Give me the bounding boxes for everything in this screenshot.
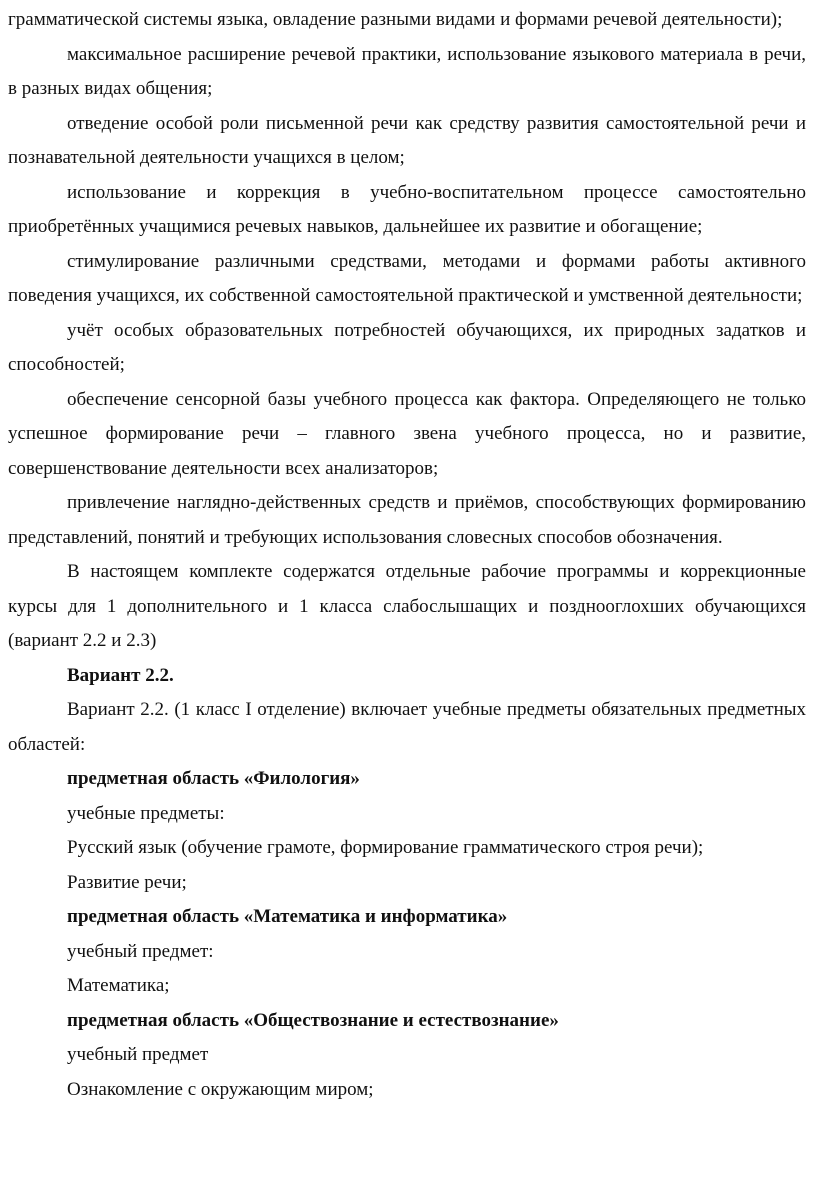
area-title-math: предметная область «Математика и информатика»	[67, 906, 508, 927]
paragraph-speech-practice: максимальное расширение речевой практики, использование языкового материала в речи, в разных видах общения;	[8, 43, 806, 99]
variant-heading: Вариант 2.2.	[67, 664, 174, 686]
subject-item: Русский язык (обучение грамоте, формирование грамматического строя речи);	[67, 837, 704, 858]
paragraph-written-speech: отведение особой роли письменной речи как средству развития самостоятельной речи и познавательной деятельности учащихся в целом;	[8, 112, 806, 168]
paragraph-skills-correction: использование и коррекция в учебно-воспитательном процессе самостоятельно приобретённых учащимися речевых навыков, дальнейшее их развитие и обогащение;	[8, 181, 806, 237]
area-title-philology: предметная область «Филология»	[67, 768, 360, 789]
area-title-social-science: предметная область «Обществознание и естествознание»	[67, 1009, 559, 1031]
subjects-label: учебный предмет:	[67, 940, 214, 962]
subjects-label: учебные предметы:	[67, 802, 225, 824]
paragraph-sensory-base: обеспечение сенсорной базы учебного процесса как фактора. Определяющего не только успешное формирование речи – главного звена учебного процесса, но и развитие, совершенствование деятельности всех анализаторов;	[8, 388, 806, 479]
subject-item: Ознакомление с окружающим миром;	[67, 1078, 374, 1100]
paragraph-visual-means: привлечение наглядно-действенных средств и приёмов, способствующих формированию представлений, понятий и требующих использования словесных способов обозначения.	[8, 492, 806, 548]
paragraph-kit-contents: В настоящем комплекте содержатся отдельные рабочие программы и коррекционные курсы для 1 дополнительного и 1 класса слабослышащих и позднооглохших обучающихся (вариант 2.2 и 2.3)	[8, 561, 806, 651]
document-page	[8, 0, 806, 1107]
subjects-label: учебный предмет	[67, 1044, 209, 1065]
paragraph-continuation: грамматической системы языка, овладение разными видами и формами речевой деятельности);	[8, 9, 783, 30]
subject-item: Развитие речи;	[67, 871, 187, 893]
paragraph-special-needs: учёт особых образовательных потребностей обучающихся, их природных задатков и способностей;	[8, 319, 806, 375]
subject-item: Математика;	[67, 975, 170, 996]
variant-intro: Вариант 2.2. (1 класс I отделение) включает учебные предметы обязательных предметных областей:	[8, 699, 806, 755]
paragraph-stimulation: стимулирование различными средствами, методами и формами работы активного поведения учащихся, их собственной самостоятельной практической и умственной деятельности;	[8, 250, 806, 306]
